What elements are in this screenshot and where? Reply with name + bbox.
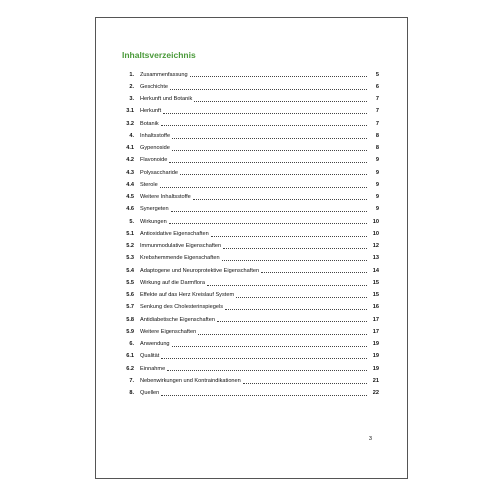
toc-entry-number: 6.1 — [126, 353, 134, 360]
toc-entry-page: 14 — [372, 267, 379, 274]
toc-entry-title: Gypenoside — [140, 145, 170, 152]
toc-entry — [120, 91, 379, 103]
toc-entry — [120, 323, 379, 335]
toc-entry-number: 6.2 — [126, 365, 134, 372]
toc-entry-title: Adaptogene und Neuroprotektive Eigenschaften — [140, 267, 260, 274]
toc-entry — [120, 287, 379, 299]
toc-entry-page: 7 — [375, 108, 379, 115]
toc-entry — [120, 103, 379, 115]
toc-entry-page: 8 — [375, 132, 379, 139]
toc-entry-page: 9 — [375, 181, 379, 188]
toc-entry-title: Inhaltsstoffe — [140, 132, 171, 139]
toc-entry-title: Effekte auf das Herz Kreislauf System — [140, 292, 235, 299]
toc-entry-page: 16 — [372, 304, 379, 311]
toc-entry — [120, 348, 379, 360]
toc-entry-title: Zusammenfassung — [140, 71, 188, 78]
toc-entry-page: 19 — [372, 365, 379, 372]
toc-entry — [120, 336, 379, 348]
toc-entry-title: Anwendung — [140, 341, 170, 348]
toc-entry-title: Herkunft — [140, 108, 162, 115]
toc-entry — [120, 213, 379, 225]
toc-entry-title: Botanik — [140, 120, 159, 127]
toc-dot-leader — [172, 150, 367, 151]
toc-dot-leader — [261, 272, 367, 273]
toc-entry-number: 4.5 — [126, 194, 134, 201]
toc-entry-number: 5.3 — [126, 255, 134, 262]
toc-entry-page: 17 — [372, 316, 379, 323]
toc-entry-title: Weitere Inhaltsstoffe — [140, 194, 191, 201]
toc-entry-number: 5.8 — [126, 316, 134, 323]
toc-dot-leader — [243, 383, 367, 384]
toc-entry-title: Geschichte — [140, 83, 168, 90]
toc-entry — [120, 238, 379, 250]
toc-entry — [120, 152, 379, 164]
toc-entry-page: 8 — [375, 145, 379, 152]
toc-entry-number: 3.2 — [126, 120, 134, 127]
toc-entry-number: 8. — [129, 390, 134, 397]
toc-entry — [120, 385, 379, 397]
toc-entry-page: 13 — [372, 255, 379, 262]
toc-entry-page: 17 — [372, 328, 379, 335]
toc-entry-page: 19 — [372, 353, 379, 360]
toc-dot-leader — [207, 285, 367, 286]
toc-entry — [120, 66, 379, 78]
toc-entry-number: 2. — [129, 83, 134, 90]
toc-entry-number: 4.3 — [126, 169, 134, 176]
toc-entry-number: 5.4 — [126, 267, 134, 274]
toc-entry-number: 4.6 — [126, 206, 134, 213]
toc-entry-number: 4.1 — [126, 145, 134, 152]
toc-dot-leader — [160, 187, 367, 188]
toc-entry-page: 7 — [375, 96, 379, 103]
toc-dot-leader — [180, 174, 367, 175]
toc-entry-number: 5.5 — [126, 279, 134, 286]
toc-entry — [120, 360, 379, 372]
toc-entry — [120, 115, 379, 127]
toc-dot-leader — [223, 248, 367, 249]
toc-entry-page: 6 — [375, 83, 379, 90]
page-number: 3 — [368, 436, 372, 442]
toc-dot-leader — [198, 334, 367, 335]
toc-entry-title: Wirkung auf die Darmflora — [140, 279, 205, 286]
toc-entry — [120, 78, 379, 90]
toc-entry-page: 9 — [375, 206, 379, 213]
toc-dot-leader — [225, 309, 367, 310]
toc-entry-title: Sterole — [140, 181, 158, 188]
toc-entry-page: 9 — [375, 194, 379, 201]
toc-entry-title: Antioxidative Eigenschaften — [140, 230, 209, 237]
toc-heading: Inhaltsverzeichnis — [122, 50, 196, 60]
toc-entry-number: 3. — [129, 96, 134, 103]
toc-entry-page: 9 — [375, 169, 379, 176]
toc-entry-number: 1. — [129, 71, 134, 78]
toc-entry — [120, 164, 379, 176]
toc-entry-number: 7. — [129, 377, 134, 384]
toc-dot-leader — [163, 113, 367, 114]
toc-entry — [120, 225, 379, 237]
toc-entry — [120, 201, 379, 213]
toc-entry-number: 5.1 — [126, 230, 134, 237]
toc-list — [120, 66, 379, 397]
toc-entry-page: 15 — [372, 279, 379, 286]
toc-entry-title: Polysaccharide — [140, 169, 178, 176]
toc-dot-leader — [236, 297, 367, 298]
toc-entry-title: Weitere Eigenschaften — [140, 328, 197, 335]
toc-dot-leader — [190, 76, 367, 77]
toc-entry-page: 9 — [375, 157, 379, 164]
toc-entry-title: Nebenwirkungen und Kontraindikationen — [140, 377, 241, 384]
toc-dot-leader — [222, 260, 367, 261]
toc-dot-leader — [211, 236, 367, 237]
toc-entry-number: 4. — [129, 132, 134, 139]
toc-dot-leader — [161, 125, 367, 126]
toc-dot-leader — [194, 101, 367, 102]
toc-entry-title: Krebshemmende Eigenschaften — [140, 255, 220, 262]
toc-entry — [120, 274, 379, 286]
toc-dot-leader — [169, 162, 367, 163]
toc-dot-leader — [193, 199, 367, 200]
toc-entry-title: Einnahme — [140, 365, 166, 372]
toc-entry — [120, 311, 379, 323]
toc-entry-page: 15 — [372, 292, 379, 299]
toc-entry-number: 4.4 — [126, 181, 134, 188]
toc-dot-leader — [172, 138, 367, 139]
toc-entry-page: 22 — [372, 390, 379, 397]
toc-entry-page: 19 — [372, 341, 379, 348]
toc-entry-number: 5.7 — [126, 304, 134, 311]
toc-entry-title: Immunmodulative Eigenschaften — [140, 243, 222, 250]
toc-entry — [120, 140, 379, 152]
toc-entry-number: 5.6 — [126, 292, 134, 299]
toc-entry — [120, 189, 379, 201]
toc-dot-leader — [217, 321, 367, 322]
toc-entry-title: Qualität — [140, 353, 160, 360]
toc-entry-number: 6. — [129, 341, 134, 348]
toc-entry-page: 7 — [375, 120, 379, 127]
toc-entry-title: Herkunft und Botanik — [140, 96, 193, 103]
toc-entry — [120, 372, 379, 384]
toc-entry — [120, 176, 379, 188]
toc-entry-number: 5.9 — [126, 328, 134, 335]
toc-entry-number: 3.1 — [126, 108, 134, 115]
toc-entry-number: 4.2 — [126, 157, 134, 164]
toc-dot-leader — [171, 211, 367, 212]
toc-entry-number: 5. — [129, 218, 134, 225]
toc-dot-leader — [161, 358, 367, 359]
toc-entry-page: 10 — [372, 218, 379, 225]
toc-dot-leader — [161, 395, 367, 396]
toc-entry-page: 21 — [372, 377, 379, 384]
toc-entry-page: 12 — [372, 243, 379, 250]
toc-entry-number: 5.2 — [126, 243, 134, 250]
toc-entry-title: Senkung des Cholesterinspiegels — [140, 304, 224, 311]
toc-dot-leader — [172, 346, 367, 347]
toc-entry — [120, 299, 379, 311]
toc-entry-title: Quellen — [140, 390, 160, 397]
toc-dot-leader — [170, 89, 367, 90]
toc-dot-leader — [169, 223, 367, 224]
toc-entry-page: 10 — [372, 230, 379, 237]
toc-entry-title: Wirkungen — [140, 218, 167, 225]
toc-entry — [120, 262, 379, 274]
toc-entry — [120, 250, 379, 262]
toc-entry — [120, 127, 379, 139]
toc-entry-title: Antidiabetische Eigenschaften — [140, 316, 215, 323]
toc-entry-title: Synergeten — [140, 206, 169, 213]
toc-entry-page: 5 — [375, 71, 379, 78]
toc-dot-leader — [167, 370, 367, 371]
document-page — [95, 17, 408, 479]
toc-entry-title: Flavonoide — [140, 157, 168, 164]
